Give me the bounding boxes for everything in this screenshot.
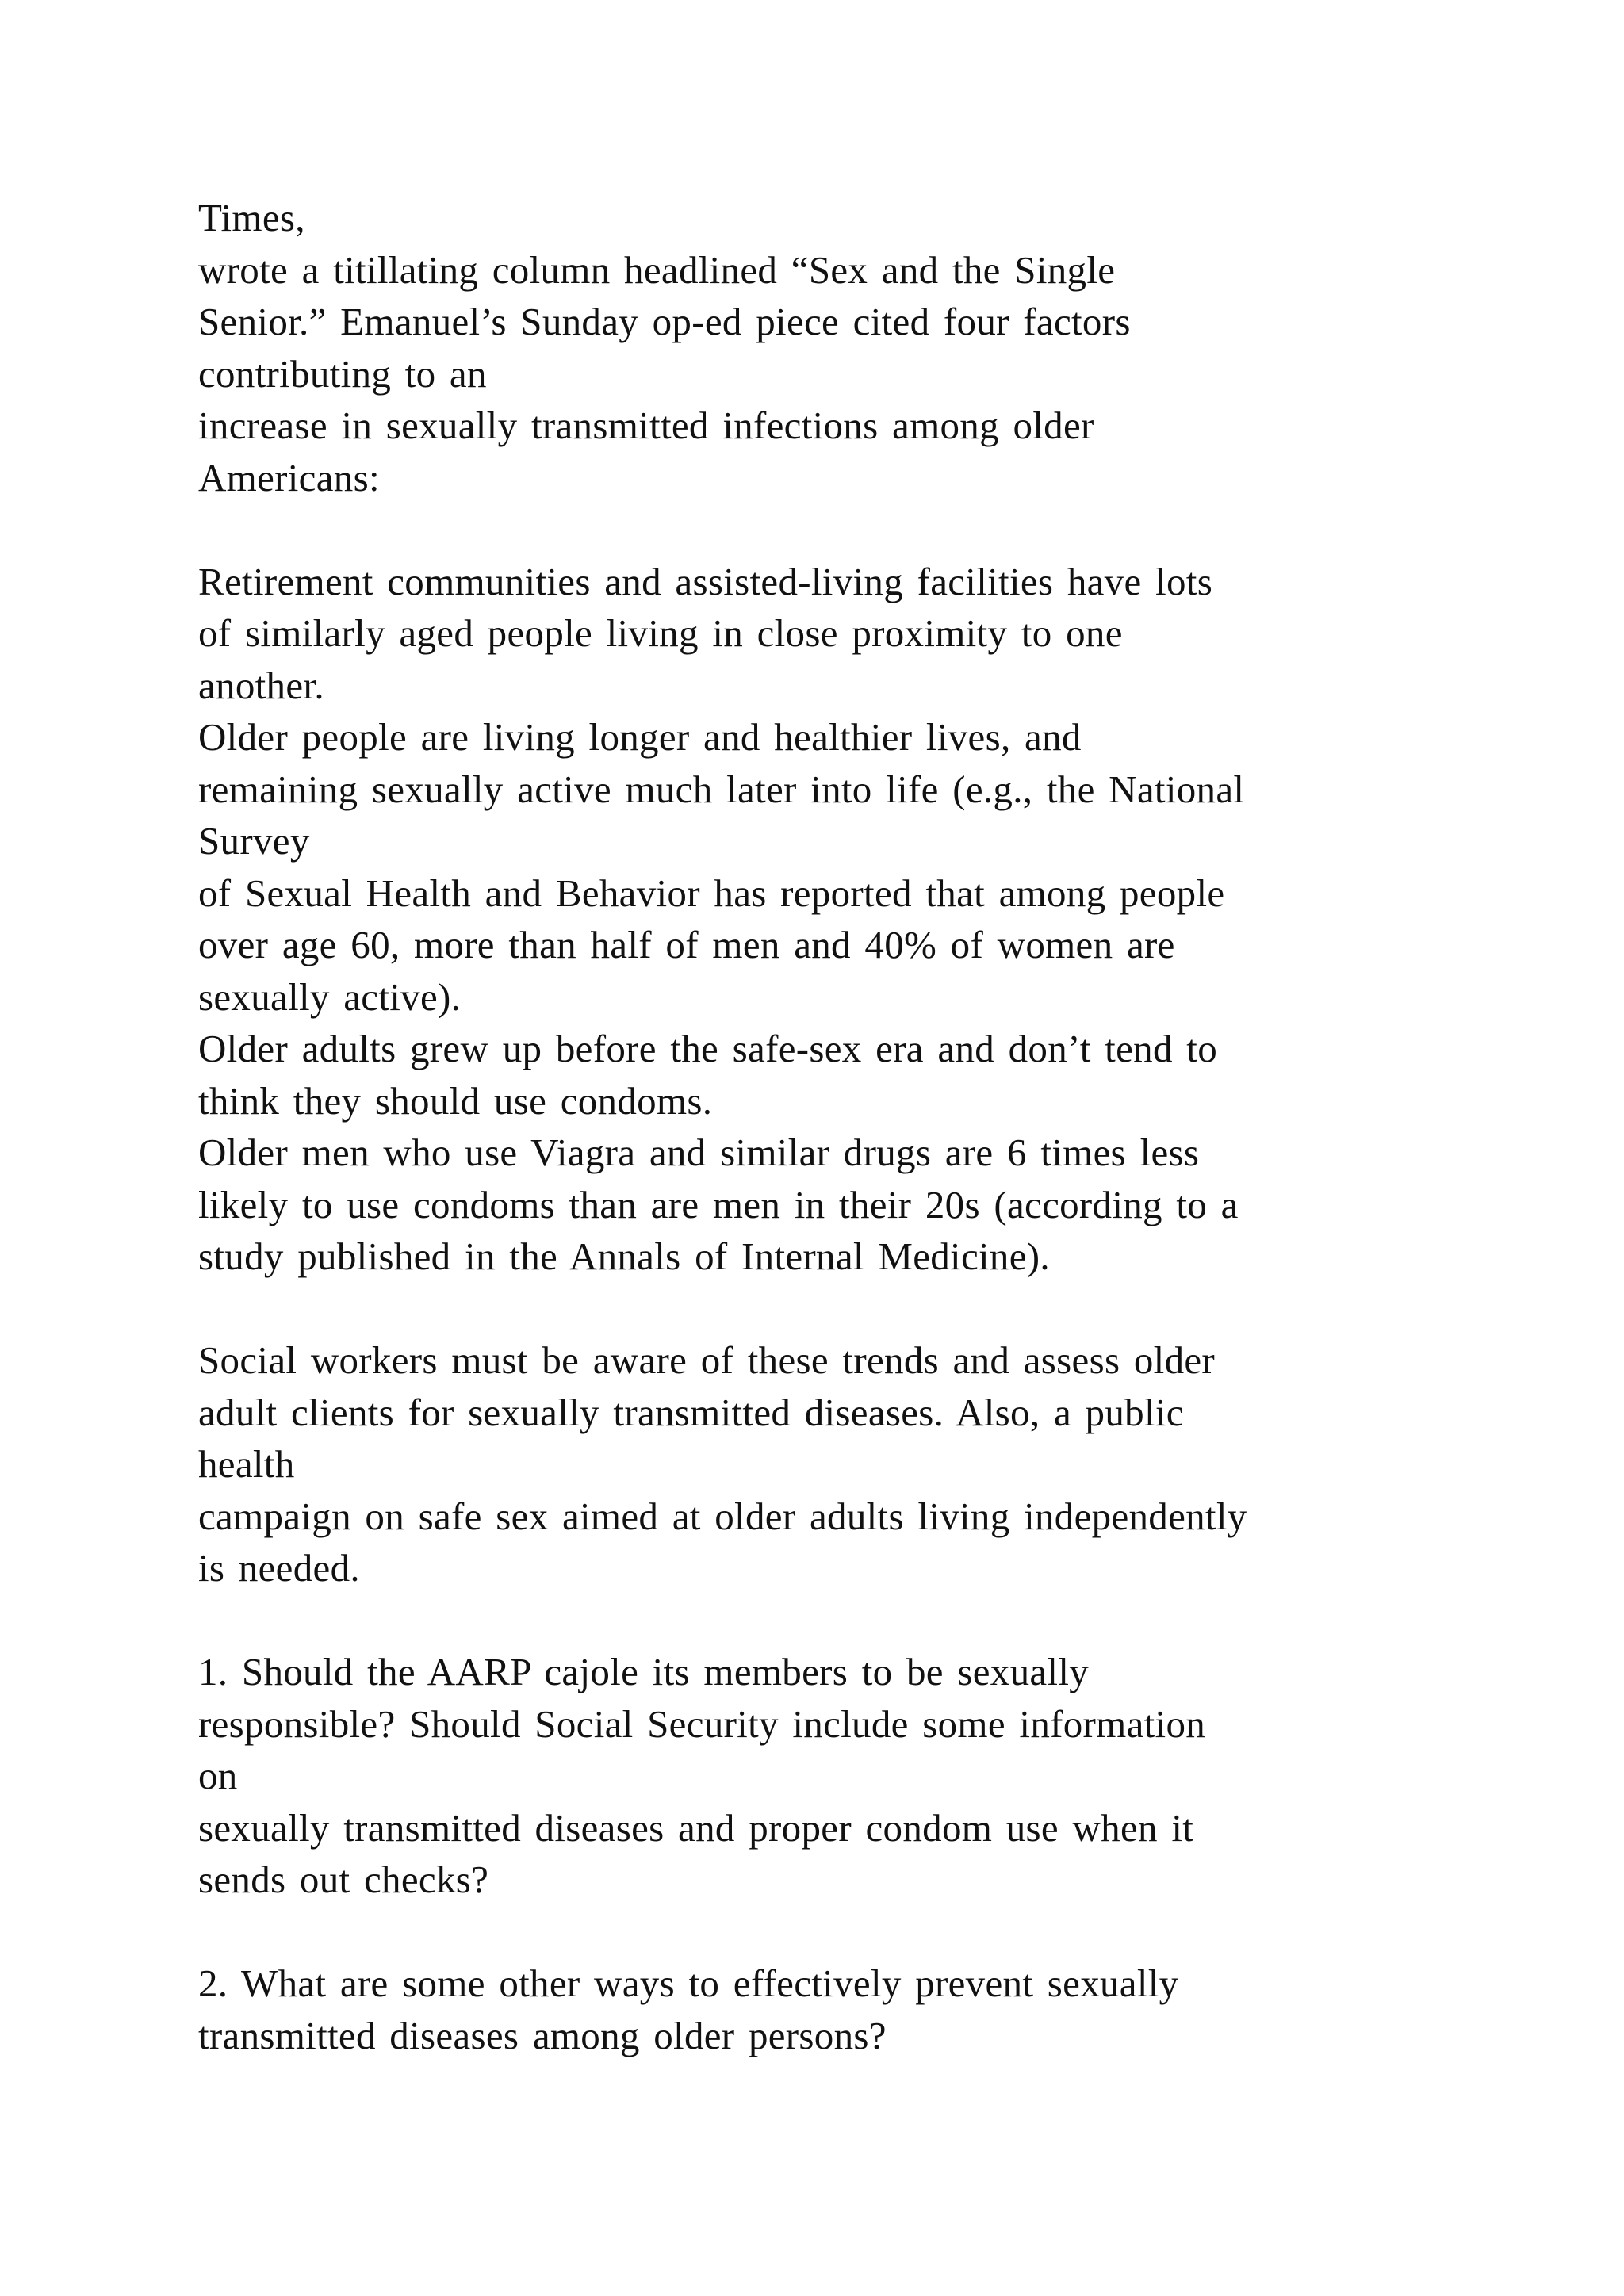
text-line: wrote a titillating column headlined “Sex and the Single xyxy=(198,247,1116,292)
text-line: remaining sexually active much later into life (e.g., the National xyxy=(198,767,1245,811)
text-line: increase in sexually transmitted infections among older xyxy=(198,404,1094,447)
blank-line xyxy=(198,1906,1515,1958)
text-line: study published in the Annals of Internal Medicine). xyxy=(198,1234,1050,1278)
text-line: over age 60, more than half of men and 40% of women are xyxy=(198,923,1175,966)
question-line: 2. What are some other ways to effectively prevent sexually xyxy=(198,1961,1179,2005)
text-line: Americans: xyxy=(198,455,380,499)
document-body xyxy=(198,192,1515,2061)
blank-line xyxy=(198,1283,1515,1335)
text-line: Older adults grew up before the safe-sex era and don’t tend to xyxy=(198,1027,1218,1070)
text-line: Older men who use Viagra and similar drugs are 6 times less xyxy=(198,1131,1200,1174)
question-line: responsible? Should Social Security include some information xyxy=(198,1701,1206,1746)
question-line: on xyxy=(198,1754,238,1797)
text-line: sexually active). xyxy=(198,974,462,1019)
text-line: adult clients for sexually transmitted diseases. Also, a public xyxy=(198,1390,1184,1434)
blank-line xyxy=(198,1594,1515,1647)
text-line: Survey xyxy=(198,819,310,863)
text-line: of Sexual Health and Behavior has reported that among people xyxy=(198,871,1225,915)
text-line: Times, xyxy=(198,196,305,239)
text-line: Older people are living longer and healthier lives, and xyxy=(198,715,1082,759)
text-line: likely to use condoms than are men in their 20s (according to a xyxy=(198,1182,1239,1226)
text-line: Senior.” Emanuel’s Sunday op-ed piece cited four factors xyxy=(198,300,1131,343)
text-line: is needed. xyxy=(198,1546,360,1590)
text-line: campaign on safe sex aimed at older adults living independently xyxy=(198,1494,1247,1538)
text-line: Social workers must be aware of these trends and assess older xyxy=(198,1338,1216,1382)
question-line: transmitted diseases among older persons? xyxy=(198,2013,887,2057)
blank-line xyxy=(198,503,1515,556)
text-line: Retirement communities and assisted-living facilities have lots xyxy=(198,559,1213,603)
text-line: health xyxy=(198,1442,295,1486)
text-line: think they should use condoms. xyxy=(198,1078,713,1123)
question-line: sends out checks? xyxy=(198,1858,489,1901)
question-line: 1. Should the AARP cajole its members to be sexually xyxy=(198,1650,1090,1693)
question-line: sexually transmitted diseases and proper condom use when it xyxy=(198,1805,1194,1850)
text-line: another. xyxy=(198,663,324,707)
text-line: of similarly aged people living in close proximity to one xyxy=(198,611,1123,655)
text-line: contributing to an xyxy=(198,351,487,396)
